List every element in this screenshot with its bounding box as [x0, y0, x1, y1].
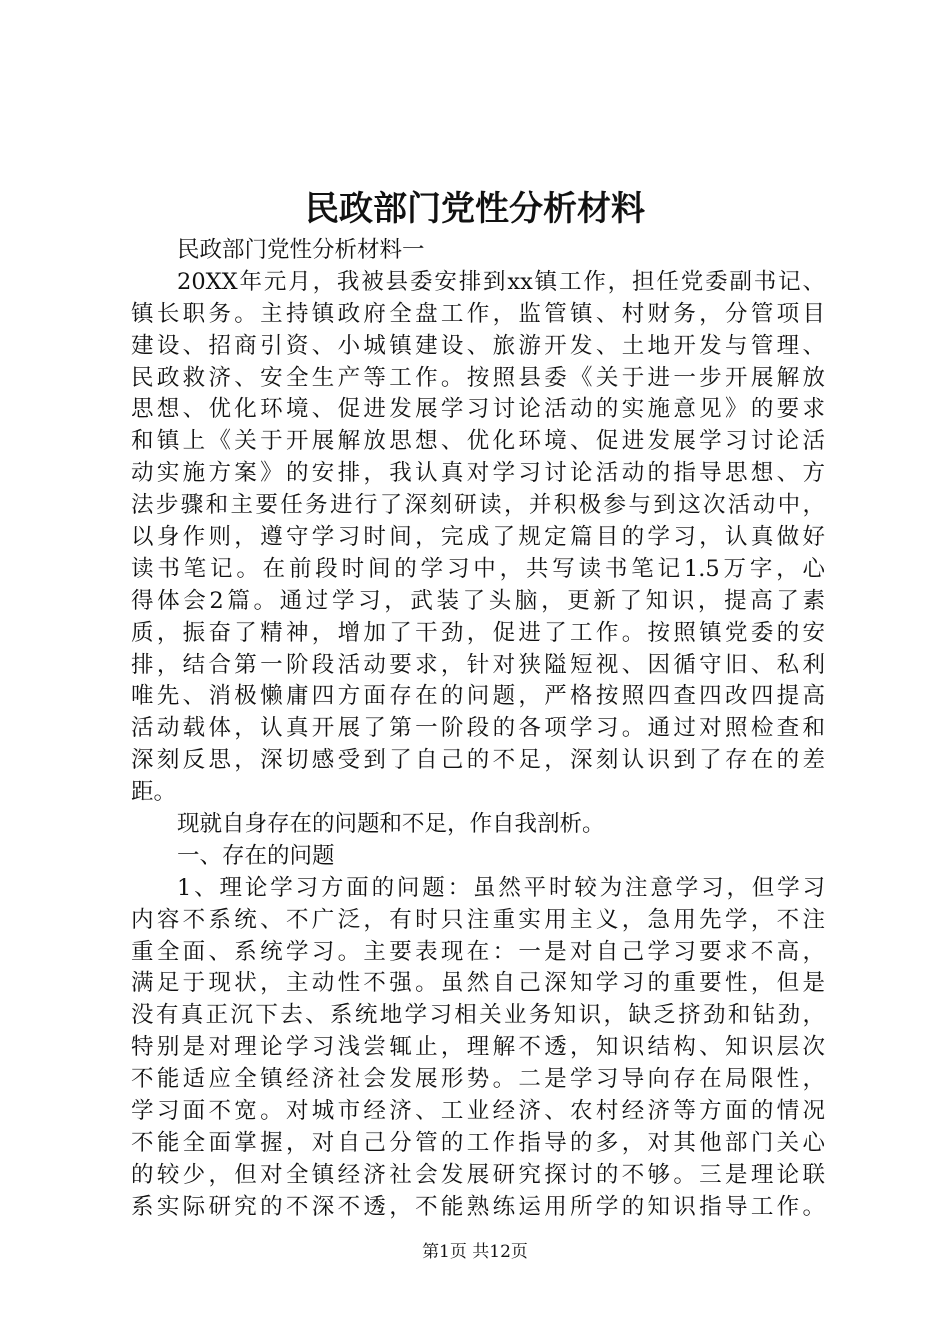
paragraph-line: 20XX年元月，我被县委安排到xx镇工作，担任党委副书记、 [177, 268, 825, 295]
page-footer: 第1页 共12页 [422, 1242, 528, 1262]
paragraph-line: 活动载体，认真开展了第一阶段的各项学习。通过对照检查和 [131, 715, 825, 742]
paragraph-line: 动实施方案》的安排，我认真对学习讨论活动的指导思想、方 [131, 460, 825, 487]
paragraph-line: 的较少，但对全镇经济社会发展研究探讨的不够。三是理论联 [131, 1161, 825, 1188]
paragraph-line: 满足于现状，主动性不强。虽然自己深知学习的重要性，但是 [131, 970, 825, 997]
paragraph-line: 1、理论学习方面的问题：虽然平时较为注意学习，但学习 [177, 874, 825, 901]
paragraph-line: 质，振奋了精神，增加了干劲，促进了工作。按照镇党委的安 [131, 619, 825, 646]
paragraph-line: 民政救济、安全生产等工作。按照县委《关于进一步开展解放 [131, 364, 825, 391]
paragraph-line: 以身作则，遵守学习时间，完成了规定篇目的学习，认真做好 [131, 524, 825, 551]
paragraph-line: 系实际研究的不深不透，不能熟练运用所学的知识指导工作。 [131, 1193, 825, 1220]
paragraph-line: 不能适应全镇经济社会发展形势。二是学习导向存在局限性， [131, 1066, 825, 1093]
paragraph-line: 深刻反思，深切感受到了自己的不足，深刻认识到了存在的差 [131, 747, 825, 774]
paragraph-line: 学习面不宽。对城市经济、工业经济、农村经济等方面的情况 [131, 1098, 825, 1125]
paragraph-line: 没有真正沉下去、系统地学习相关业务知识，缺乏挤劲和钻劲， [131, 1002, 825, 1029]
page-title: 民政部门党性分析材料 [305, 189, 645, 229]
paragraph-line: 现就自身存在的问题和不足，作自我剖析。 [177, 811, 605, 838]
paragraph-line: 建设、招商引资、小城镇建设、旅游开发、土地开发与管理、 [131, 332, 825, 359]
subtitle-line: 民政部门党性分析材料一 [177, 237, 425, 263]
paragraph-line: 镇长职务。主持镇政府全盘工作，监管镇、村财务，分管项目 [131, 300, 825, 327]
paragraph-line: 法步骤和主要任务进行了深刻研读，并积极参与到这次活动中， [131, 492, 825, 519]
paragraph-line: 不能全面掌握，对自己分管的工作指导的多，对其他部门关心 [131, 1129, 825, 1156]
section-heading: 一、存在的问题 [177, 842, 335, 869]
paragraph-line: 唯先、消极懒庸四方面存在的问题，严格按照四查四改四提高 [131, 683, 825, 710]
paragraph-line: 内容不系统、不广泛，有时只注重实用主义，急用先学，不注 [131, 906, 825, 933]
paragraph-line: 距。 [131, 779, 177, 806]
paragraph-line: 思想、优化环境、促进发展学习讨论活动的实施意见》的要求 [131, 396, 825, 423]
document-body [131, 235, 825, 1224]
paragraph-line: 和镇上《关于开展解放思想、优化环境、促进发展学习讨论活 [131, 428, 825, 455]
paragraph-line: 重全面、系统学习。主要表现在：一是对自己学习要求不高， [131, 938, 825, 965]
paragraph-line: 得体会2篇。通过学习，武装了头脑，更新了知识，提高了素 [131, 587, 825, 614]
paragraph-line: 排，结合第一阶段活动要求，针对狭隘短视、因循守旧、私利 [131, 651, 825, 678]
paragraph-line: 特别是对理论学习浅尝辄止，理解不透，知识结构、知识层次 [131, 1034, 825, 1061]
paragraph-line: 读书笔记。在前段时间的学习中，共写读书笔记1.5万字，心 [131, 555, 825, 582]
